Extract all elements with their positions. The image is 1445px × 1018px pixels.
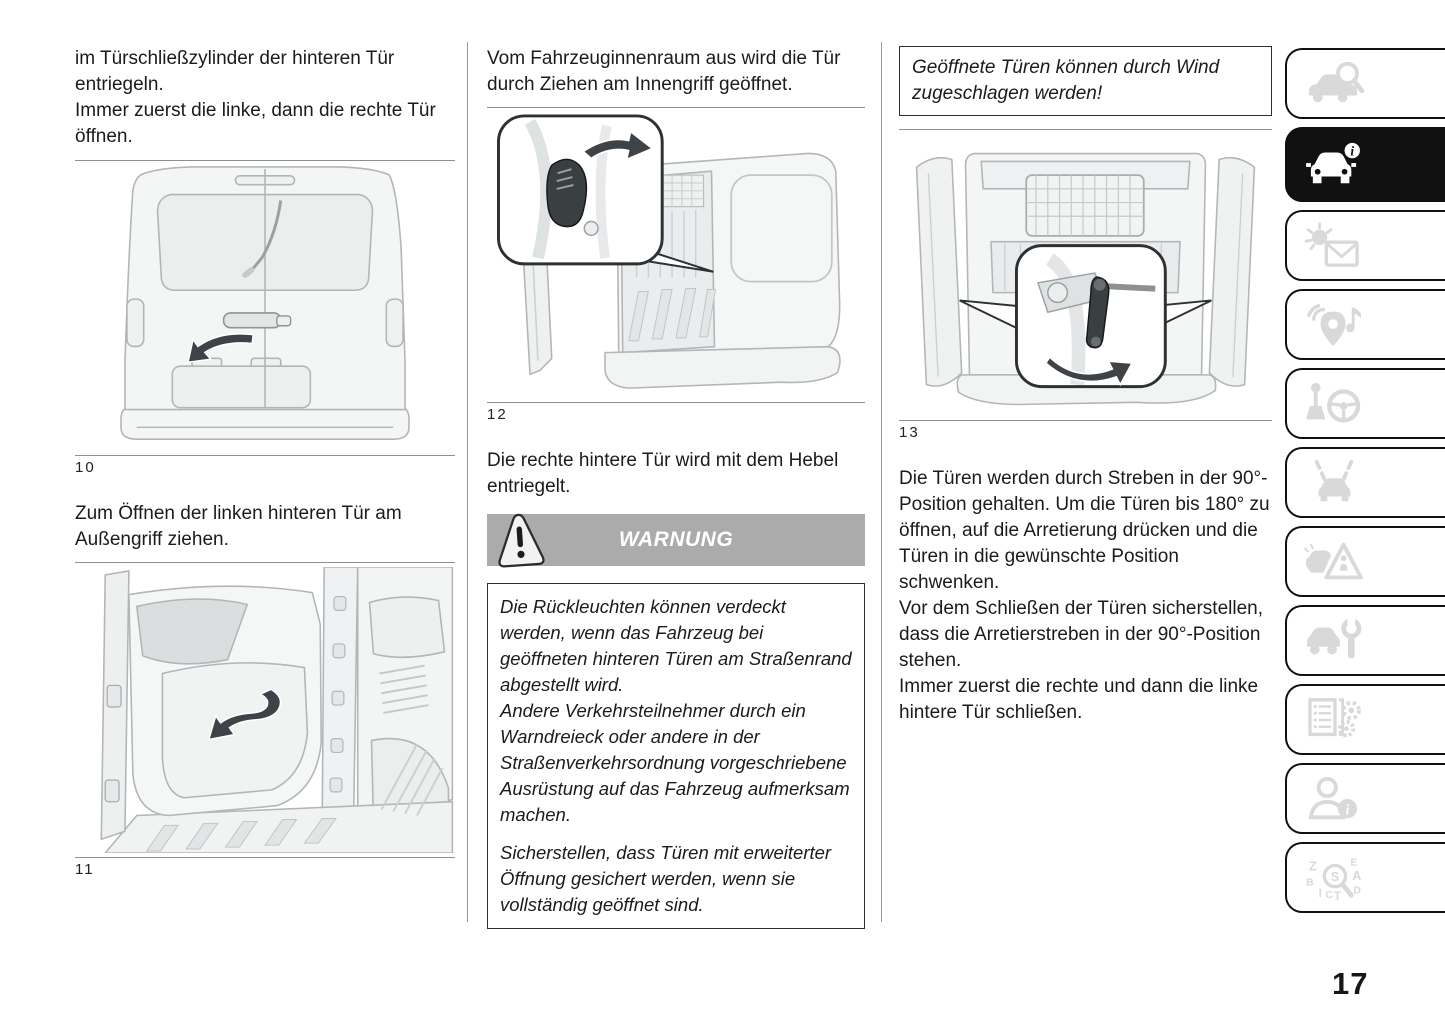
page-number: 17 [1332, 966, 1369, 1001]
figure-13-caption: 13 [899, 424, 920, 441]
section-tab-4[interactable] [1285, 289, 1445, 360]
svg-text:i: i [1350, 142, 1355, 158]
column-divider [881, 42, 882, 922]
warning-title: WARNUNG [618, 528, 734, 551]
svg-text:C: C [1325, 888, 1333, 901]
figure-12-frame [487, 107, 865, 403]
svg-text:B: B [1306, 876, 1314, 889]
figure-12-caption: 12 [487, 406, 508, 423]
figure-12 [487, 107, 865, 424]
section-tab-10[interactable] [1285, 763, 1445, 834]
section-tab-8[interactable] [1285, 605, 1445, 676]
warning-text: Andere Verkehrsteilnehmer durch ein Warndreieck oder andere in der Straßenverkehrsordnung vorgeschriebene Ausrüstung auf das Fahrzeug aufmerksam machen. [500, 700, 850, 825]
svg-text:T: T [1334, 890, 1342, 903]
section-tab-11[interactable] [1285, 842, 1445, 913]
figure-11-frame [75, 562, 455, 858]
section-tab-rail [1285, 48, 1445, 921]
caution-note: Geöffnete Türen können durch Wind zugeschlagen werden! [912, 57, 1220, 104]
body-text: Vor dem Schließen der Türen sicherstellen, dass die Arretierstreben in der 90°-Position stehen. [899, 598, 1263, 671]
car-magnifier-icon [1303, 59, 1365, 109]
section-tab-6[interactable] [1285, 447, 1445, 518]
figure-10-frame [75, 160, 455, 456]
column-divider [467, 42, 468, 922]
column-3 [899, 46, 1272, 726]
gearshift-steering-icon [1303, 379, 1365, 429]
body-text: Immer zuerst die rechte und dann die linke hintere Tür schließen. [899, 676, 1259, 723]
van-rear-doors-closed-illustration [75, 165, 455, 451]
warning-triangle-icon [493, 509, 547, 571]
specs-gears-icon [1303, 695, 1365, 745]
svg-text:D: D [1353, 883, 1361, 896]
figure-11 [75, 562, 455, 879]
van-open-door-inset-illustration [487, 112, 865, 398]
car-info-icon [1303, 140, 1365, 190]
svg-text:I: I [1318, 887, 1322, 900]
caution-note-box [899, 46, 1272, 116]
svg-text:E: E [1350, 856, 1358, 868]
section-tab-9[interactable] [1285, 684, 1445, 755]
person-info-icon [1303, 774, 1365, 824]
figure-10-caption: 10 [75, 459, 96, 476]
warning-lights-message-icon [1303, 221, 1365, 271]
index-letters-icon [1303, 853, 1365, 903]
figure-10 [75, 160, 455, 477]
door-strut-inset [1016, 246, 1165, 387]
column-2 [487, 46, 865, 929]
emergency-triangle-icon [1303, 537, 1365, 587]
body-text: Zum Öffnen der linken hinteren Tür am Außengriff ziehen. [75, 503, 402, 550]
inner-handle-lever [547, 159, 587, 226]
rear-door-interior-illustration [75, 567, 455, 853]
svg-text:A: A [1352, 868, 1362, 883]
warning-banner [487, 514, 865, 566]
inner-handle-inset [498, 116, 662, 264]
body-text: im Türschließzylinder der hinteren Tür entriegeln. [75, 48, 395, 95]
body-text: Die Türen werden durch Streben in der 90°-Position gehalten. Um die Türen bis 180° zu öffnen, auf die Arretierung drücken und die Türen in die gewünschte Position schwenken. [899, 468, 1270, 593]
warning-text: Sicherstellen, dass Türen mit erweiterter Öffnung gesichert werden, wenn sie vollständig geöffnet sind. [500, 842, 832, 915]
section-tab-5[interactable] [1285, 368, 1445, 439]
lane-driving-icon [1303, 458, 1365, 508]
car-wrench-icon [1303, 616, 1365, 666]
van-doors-open-strut-illustration [899, 134, 1272, 416]
body-text: Immer zuerst die linke, dann die rechte Tür öffnen. [75, 100, 436, 147]
figure-13 [899, 129, 1272, 442]
warning-text: Die Rückleuchten können verdeckt werden, wenn das Fahrzeug bei geöffneten hinteren Türen am Straßenrand abgestellt wird. [500, 596, 852, 695]
svg-text:i: i [1345, 801, 1350, 818]
section-tab-2-active[interactable] [1285, 127, 1445, 202]
warning-text-box [487, 583, 865, 929]
svg-text:Z: Z [1309, 858, 1317, 873]
figure-13-frame [899, 129, 1272, 421]
section-tab-1[interactable] [1285, 48, 1445, 119]
body-text: Vom Fahrzeuginnenraum aus wird die Tür durch Ziehen am Innengriff geöffnet. [487, 48, 841, 95]
figure-11-caption: 11 [75, 861, 95, 878]
section-tab-7[interactable] [1285, 526, 1445, 597]
body-text: Die rechte hintere Tür wird mit dem Hebel entriegelt. [487, 450, 839, 497]
column-1 [75, 46, 455, 879]
section-tab-3[interactable] [1285, 210, 1445, 281]
svg-text:S: S [1330, 869, 1340, 884]
navigation-media-icon [1303, 300, 1365, 350]
